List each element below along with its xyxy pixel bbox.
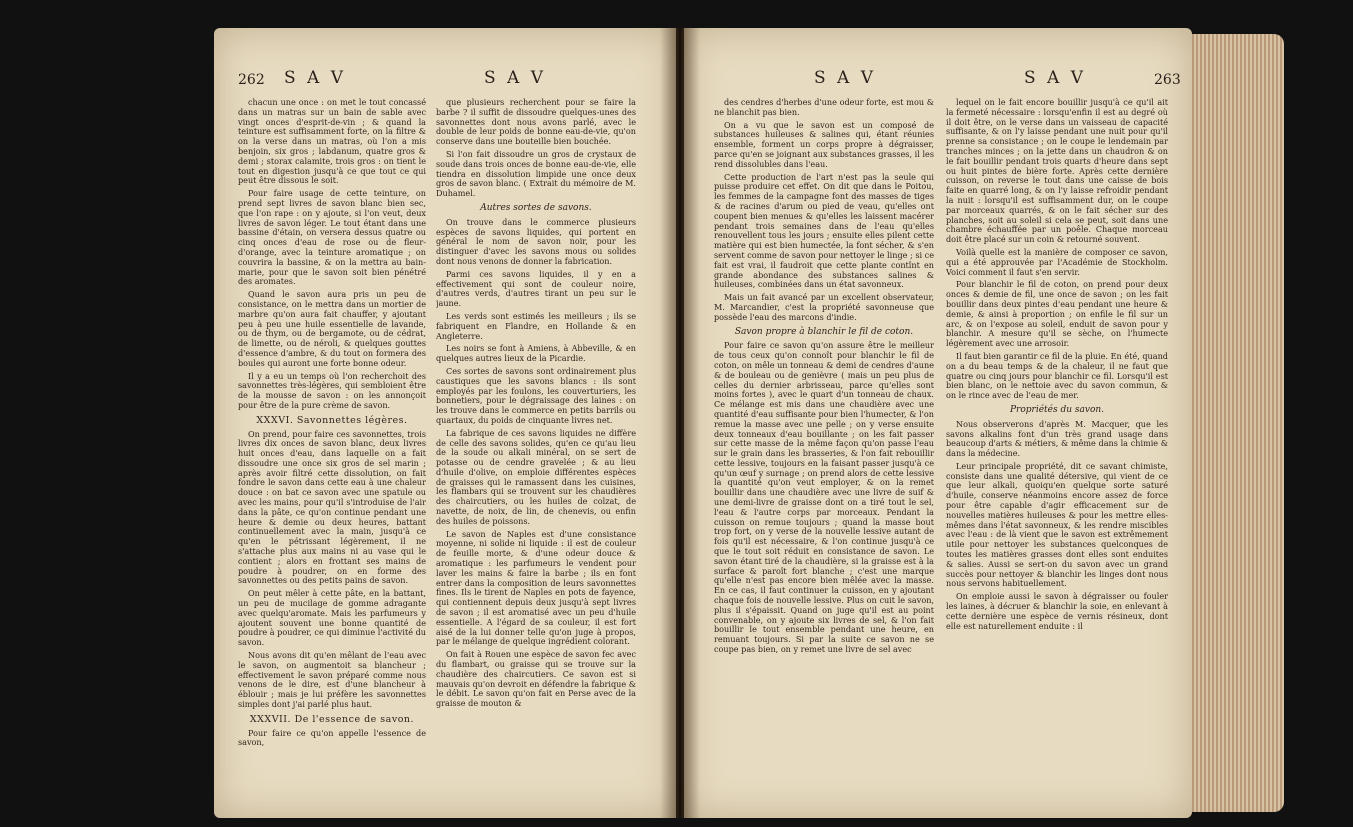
open-book bbox=[214, 28, 1284, 818]
paragraph: que plusieurs recherchent pour se faire la barbe ? il suffit de dissoudre quelques-unes des savonnettes dont nous avons parlé, avec le double de leur poids de bonne eau-de-vie, qu'on conserve dans une bouteille bien bouchée. bbox=[436, 98, 636, 147]
paragraph: Il y a eu un temps où l'on recherchoit des savonnettes très-légères, qui sembloient être de la mousse de savon : on les annonçoit pour être de la pure crème de savon. bbox=[238, 370, 426, 410]
paragraph: On prend, pour faire ces savonnettes, trois livres dix onces de savon blanc, deux livres huit onces d'eau, dans laquelle on a fait dissoudre une once six gros de sel marin ; après avoir filtré cette dissolution, on fait fondre le savon dans cette eau à une chaleur douce : on bat ce savon avec une spatule ou avec les mains, pour qu'il s'introduise de l'air dans la pâte, ce qu'on continue pendant une heure & demie ou deux heures, battant continuellement avec la main, jusqu'à ce qu'en le pétrissant légèrement, il ne s'attache plus aux mains ni au vase qui le contient ; alors en frottant ses mains de poudre à poudrer, on en forme des savonnettes ou des petits pains de savon. bbox=[238, 428, 426, 586]
paragraph: Cette production de l'art n'est pas la seule qui puisse produire cet effet. On dit que dans le Poitou, les femmes de la campagne font des masses de tiges & de racines d'arum ou pied de veau, qu'elles ont coupent bien menues & qu'elles les laissent macérer pendant trois semaines dans de l'eau qu'elles renouvellent tous les jours ; ensuite elles pilent cette matière qui est bien humectée, la font sécher, & s'en servent comme de savon pour nettoyer le linge ; si ce fait est vrai, il faudroit que cette plante contînt en grande abondance des substances salines & huileuses, combinées dans un état savonneux. bbox=[714, 171, 934, 290]
paragraph: Les verds sont estimés les meilleurs ; ils se fabriquent en Flandre, en Hollande & en Angleterre. bbox=[436, 310, 636, 341]
paragraph: Nous avons dit qu'en mêlant de l'eau avec le savon, on augmentoit sa blancheur ; effectivement le savon préparé comme nous venons de le dire, est d'une blancheur à éblouir ; mais je lui préfère les savonnettes simples dont j'ai parlé plus haut. bbox=[238, 650, 426, 710]
paragraph: Pour faire ce qu'on appelle l'essence de savon, bbox=[238, 727, 426, 748]
paragraph: On emploie aussi le savon à dégraisser ou fouler les laines, à décruer & blanchir la soie, en enlevant à cette dernière une espèce de vernis résineux, dont elle est naturellement enduite : il bbox=[946, 591, 1168, 631]
paragraph: Pour faire usage de cette teinture, on prend sept livres de savon blanc bien sec, que l'on rape : on y ajoute, si l'on veut, deux livres de savon léger. Le tout étant dans une bassine d'étain, on versera dessus quatre ou cinq onces d'eau de rose ou de fleur-d'orange, avec la teinture aromatique ; on couvrira la bassine, & on la mettra au bain-marie, pour que le savon soit bien pénétré des aromates. bbox=[238, 188, 426, 287]
section-heading: Autres sortes de savons. bbox=[480, 202, 592, 213]
paragraph: Les noirs se font à Amiens, à Abbeville, & en quelques autres lieux de la Picardie. bbox=[436, 343, 636, 364]
paragraph: On fait à Rouen une espèce de savon fec avec du flambart, ou graisse qui se trouve sur la chaudière des chaircutiers. Ce savon est si mauvais qu'on devroit en défendre la fabrique & le débit. Le savon qu'on fait en Perse avec de la graisse de mouton & bbox=[436, 649, 636, 709]
paragraph: Quand le savon aura pris un peu de consistance, on le mettra dans un mortier de marbre qu'on aura fait chauffer, y ajoutant peu à peu une huile essentielle de lavande, ou de thym, ou de bergamote, ou de cédrat, de limette, ou de néroli, & quelques gouttes d'essence d'ambre, & du tout on formera des boules qui auront une forte bonne odeur. bbox=[238, 289, 426, 368]
page-edges bbox=[1192, 34, 1284, 812]
paragraph: La fabrique de ces savons liquides ne diffère de celle des savons solides, qu'en ce qu'au lieu de la soude ou alkali minéral, on se sert de potasse ou de cendre gravelée ; & au lieu d'huile d'olive, on emploie différentes espèces de graisses qui le ramassent dans les cuisines, les flambars qui se trouvent sur les chaudières des chaircutiers, ou les huiles de colzat, de navette, de noix, de lin, de chenevis, ou enfin des huiles de poissons. bbox=[436, 427, 636, 526]
book-gutter bbox=[660, 28, 700, 818]
section-heading: XXXVI. Savonnettes légères. bbox=[256, 414, 408, 426]
page-number: 263 bbox=[1154, 72, 1181, 88]
running-head-right: S A V bbox=[1024, 68, 1087, 88]
paragraph: Le savon de Naples est d'une consistance moyenne, ni solide ni liquide : il est de couleur de feuille morte, & d'une odeur douce & aromatique : les parfumeurs le vendent pour laver les mains & faire la barbe ; ils en font entrer dans la composition de leurs savonnettes fines. Ils le tirent de Naples en pots de fayence, qui contiennent depuis deux jusqu'à sept livres de savon ; il est aromatisé avec un peu d'huile essentielle. A l'égard de sa couleur, il est fort aisé de la lui donner telle qu'on juge à propos, par le mélange de quelque ingrédient colorant. bbox=[436, 528, 636, 647]
paragraph: Pour blanchir le fil de coton, on prend pour deux onces & demie de fil, une once de savon ; on les fait bouillir dans deux pintes d'eau pendant une heure & demie, & ainsi à proportion ; on enfile le fil sur un arc, & on l'expose au soleil, enduit de savon pour y blanchir. A mesure qu'il se sèche, on l'humecte légèrement avec une arrosoir. bbox=[946, 279, 1168, 349]
paragraph: Parmi ces savons liquides, il y en a effectivement qui sont de couleur noire, d'autres verds, d'autres tirant un peu sur le jaune. bbox=[436, 268, 636, 309]
section-heading: Propriétés du savon. bbox=[1009, 404, 1105, 415]
section-heading: Savon propre à blanchir le fil de coton. bbox=[734, 326, 914, 337]
paragraph: Ces sortes de savons sont ordinairement plus caustiques que les savons blancs : ils sont employés par les foulons, les couverturiers, les bonnetiers, pour le dégraissage des laines : on les trouve dans le commerce en petits barrils ou quartaux, du poids de cinquante livres net. bbox=[436, 365, 636, 425]
paragraph: Voilà quelle est la manière de composer ce savon, qui a été approuvée par l'Académie de Stockholm. Voici comment il faut s'en servir. bbox=[946, 246, 1168, 277]
left-page bbox=[214, 28, 676, 818]
left-page-column-1 bbox=[238, 98, 426, 798]
paragraph: On a vu que le savon est un composé de substances huileuses & salines qui, étant réunies ensemble, forment un corps propre à dégraisser, parce qu'en se joignant aux substances grasses, il les rend dissolubles dans l'eau. bbox=[714, 119, 934, 169]
section-heading: XXXVII. De l'essence de savon. bbox=[249, 713, 415, 725]
running-head-left: S A V bbox=[814, 68, 877, 88]
left-page-column-2 bbox=[436, 98, 636, 798]
paragraph: des cendres d'herbes d'une odeur forte, est mou & ne blanchit pas bien. bbox=[714, 98, 934, 117]
running-head-right: S A V bbox=[484, 68, 547, 88]
paragraph: Si l'on fait dissoudre un gros de crystaux de soude dans trois onces de bonne eau-de-vie, elle tiendra en dissolution limpide une once deux gros de savon blanc. ( Extrait du mémoire de M. Duhamel. bbox=[436, 148, 636, 199]
paragraph: On peut mêler à cette pâte, en la battant, un peu de mucilage de gomme adragante avec quelqu'aromate. Mais les parfumeurs y ajoutent souvent une bonne quantité de poudre à poudrer, ce qui diminue l'activité du savon. bbox=[238, 588, 426, 648]
page-number: 262 bbox=[238, 72, 265, 88]
paragraph: chacun une once : on met le tout concassé dans un matras sur un bain de sable avec vingt onces d'esprit-de-vin ; & quand la teinture est suffisamment forte, on la filtre & on la verse dans un matras, où l'on a mis benjoin, six gros ; labdanum, quatre gros & demi ; storax calamite, trois gros : on tient le tout en digestion jusqu'à ce que tout ce qui peut être dissous le soit. bbox=[238, 98, 426, 186]
paragraph: On trouve dans le commerce plusieurs espèces de savons liquides, qui portent en général le nom de savon noir, pour les distinguer d'avec les savons mous ou solides dont nous venons de donner la fabrication. bbox=[436, 216, 636, 266]
paragraph: Leur principale propriété, dit ce savant chimiste, consiste dans une qualité détersive, qui vient de ce que leur alkali, quoiqu'en quelque sorte saturé d'huile, conserve néanmoins encore assez de force pour être capable d'agir efficacement sur de nouvelles matières huileuses & pour les mettre elles-mêmes dans l'état savonneux, & les rendre miscibles avec l'eau : de là vient que le savon est extrêmement utile pour nettoyer les substances quelconques de toutes les matières grasses dont elles sont enduites & salies. Aussi se sert-on du savon avec un grand succès pour nettoyer & blanchir les linges dont nous nous servons habituellement. bbox=[946, 460, 1168, 589]
running-head-left: S A V bbox=[284, 68, 347, 88]
paragraph: Il faut bien garantir ce fil de la pluie. En été, quand on a du beau temps & de la chaleur, il ne faut que quatre ou cinq jours pour blanchir ce fil. Lorsqu'il est bien blanc, on le nettoie avec du savon commun, & on le rince avec de l'eau de mer. bbox=[946, 350, 1168, 401]
right-page bbox=[684, 28, 1192, 818]
paragraph: Nous observerons d'après M. Macquer, que les savons alkalins font d'un très grand usage dans beaucoup d'arts & métiers, & même dans la chimie & dans la médecine. bbox=[946, 418, 1168, 459]
right-page-column-1 bbox=[714, 98, 934, 798]
paragraph: Mais un fait avancé par un excellent observateur, M. Marcandier, c'est la propriété savonneuse que possède l'eau des marcons d'indie. bbox=[714, 292, 934, 322]
right-page-column-2 bbox=[946, 98, 1168, 798]
paragraph: lequel on le fait encore bouillir jusqu'à ce qu'il ait la fermeté nécessaire : lorsqu'enfin il est au degré où il doit être, on le verse dans un vaisseau de capacité suffisante, & on l'y laisse pendant une nuit pour qu'il prenne sa consistance ; on le coupe le lendemain par tranches minces ; on la jette dans un chaudron & on le fait bouillir pendant trois quarts d'heure dans sept ou huit pintes de bière forte. Après cette dernière cuisson, on reverse le tout dans une caisse de bois faite en quarré long, & on l'y laisse refroidir pendant la nuit : lorsqu'il est suffisamment dur, on le coupe par morceaux quarrés, & on le fait sécher sur des planches, soit au soleil si cela se peut, soit dans une chambre échauffée par un poêle. Chaque morceau doit être placé sur un coin & retourné souvent. bbox=[946, 98, 1168, 245]
paragraph: Pour faire ce savon qu'on assure être le meilleur de tous ceux qu'on connoît pour blanchir le fil de coton, on mêle un tonneau & demi de cendres d'aune & de bouleau ou de genièvre ( mais un peu plus de celles du dernier arbrisseau, parce qu'elles sont moins fortes ), avec le quart d'un tonneau de chaux. Ce mélange est mis dans une chaudière avec une quantité d'eau suffisante pour bien l'humecter, & l'on remue la masse avec une pelle ; on y verse ensuite deux tonneaux d'eau bouillante ; on les fait passer sur cette masse de la même façon qu'on passe l'eau sur le grain dans les brasseries, & l'on fait rebouillir cette lessive, toujours en la faisant passer jusqu'à ce qu'un œuf y surnage ; on prend alors de cette lessive la quantité qu'on veut employer, & on la remet bouillir dans une chaudière avec une livre de suif & une demi-livre de graisse dont on a tiré tout le sel, l'eau & l'autre corps par morceaux. Pendant la cuisson on remue toujours ; quand la masse bout trop fort, on y verse de la nouvelle lessive autant de fois qu'il est nécessaire, & l'on continue jusqu'à ce que le tout soit réduit en consistance de savon. Le savon étant tiré de la chaudière, si la graisse est à la surface & paroît fort blanche ; c'est une marque qu'elle n'est pas encore bien mêlée avec la masse. En ce cas, il faut continuer la cuisson, en y ajoutant chaque fois de nouvelle lessive. Plus on cuit le savon, plus il s'épaissit. Quand on juge qu'il est au point convenable, on y ajoute six livres de sel, & l'on fait bouillir le tout ensemble pendant une heure, en remuant toujours. Si par la suite ce savon ne se coupe pas bien, on y remet une livre de sel avec bbox=[714, 340, 934, 655]
